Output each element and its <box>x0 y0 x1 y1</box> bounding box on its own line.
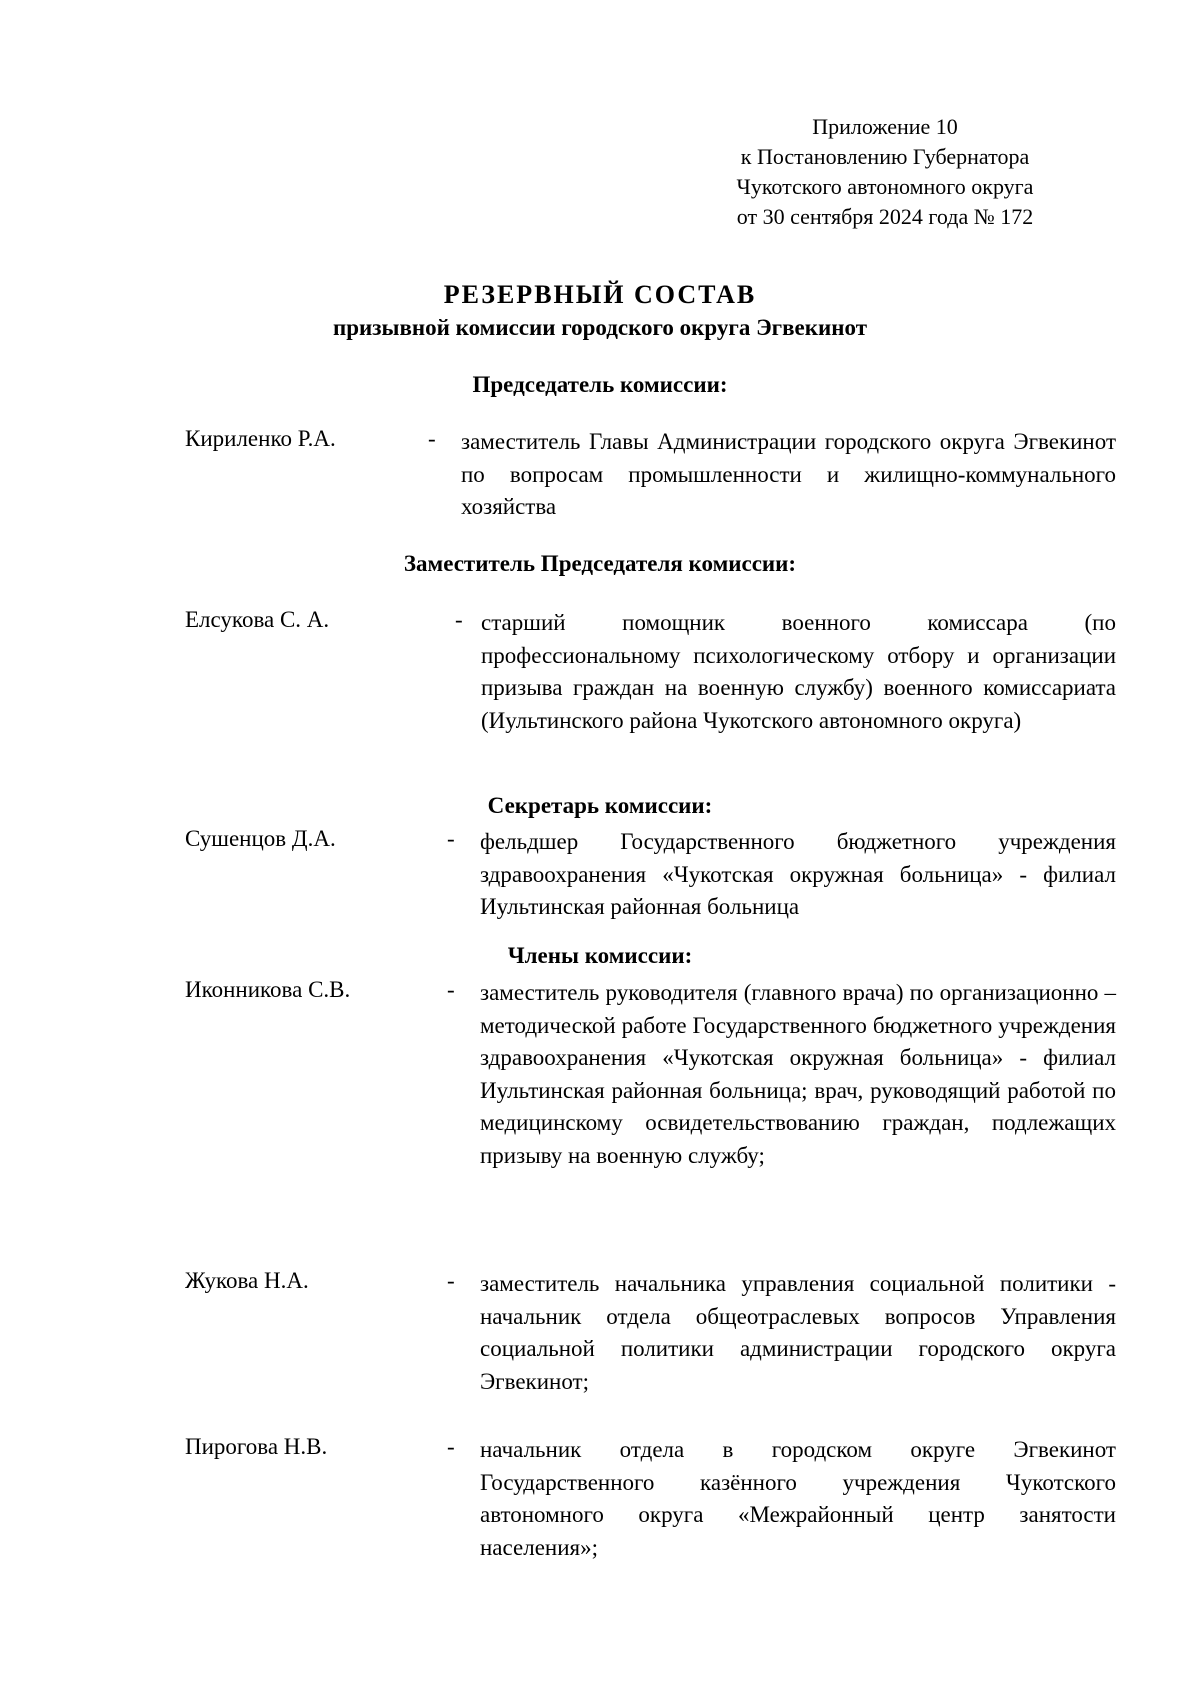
person-name: Иконникова С.В. <box>185 977 351 1002</box>
person-description: заместитель руководителя (главного врача) по организационно – методической работе Государственного бюджетного учреждения здравоохранения «Чукотская окружная больница» - филиал Иультинская районная больница; врач, руководящий работой по медицинскому освидетельствованию граждан, подлежащих призыву на военную службу; <box>480 980 1116 1168</box>
person-name: Сушенцов Д.А. <box>185 826 336 851</box>
section-heading-members: Члены комиссии: <box>507 943 693 968</box>
person-description: старший помощник военного комиссара (по профессиональному психологическому отбору и организации призыва граждан на военную службу) военного комиссариата (Иультинского района Чукотского автономного округа) <box>481 610 1116 733</box>
dash-separator: - <box>447 826 455 851</box>
appendix-line: Приложение 10 <box>812 114 958 139</box>
person-name: Елсукова С. А. <box>185 607 330 632</box>
person-description: заместитель начальника управления социальной политики - начальник отдела общеотраслевых вопросов Управления социальной политики администрации городского округа Эгвекинот; <box>480 1271 1116 1394</box>
appendix-line: Чукотского автономного округа <box>736 174 1034 199</box>
section-heading-secretary: Секретарь комиссии: <box>487 793 713 818</box>
person-name: Пирогова Н.В. <box>185 1434 328 1459</box>
person-name: Кириленко Р.А. <box>185 426 336 451</box>
document-subtitle: призывной комиссии городского округа Эгвекинот <box>332 315 868 340</box>
section-heading-chairman: Председатель комиссии: <box>472 372 728 397</box>
person-description: заместитель Главы Администрации городского округа Эгвекинот по вопросам промышленности и жилищно-коммунального хозяйства <box>461 429 1116 520</box>
document-title: РЕЗЕРВНЫЙ СОСТАВ <box>443 280 757 309</box>
person-description: фельдшер Государственного бюджетного учреждения здравоохранения «Чукотская окружная больница» - филиал Иультинская районная больница <box>480 829 1116 920</box>
person-name: Жукова Н.А. <box>185 1268 309 1293</box>
dash-separator: - <box>455 607 463 632</box>
dash-separator: - <box>447 1434 455 1459</box>
dash-separator: - <box>447 977 455 1002</box>
appendix-line: к Постановлению Губернатора <box>740 144 1030 169</box>
appendix-line: от 30 сентября 2024 года № 172 <box>736 204 1034 229</box>
dash-separator: - <box>428 426 436 451</box>
person-description: начальник отдела в городском округе Эгвекинот Государственного казённого учреждения Чукотского автономного округа «Межрайонный центр занятости населения»; <box>480 1437 1116 1560</box>
dash-separator: - <box>447 1268 455 1293</box>
section-heading-deputy: Заместитель Председателя комиссии: <box>403 551 797 576</box>
appendix-block <box>700 112 1070 232</box>
